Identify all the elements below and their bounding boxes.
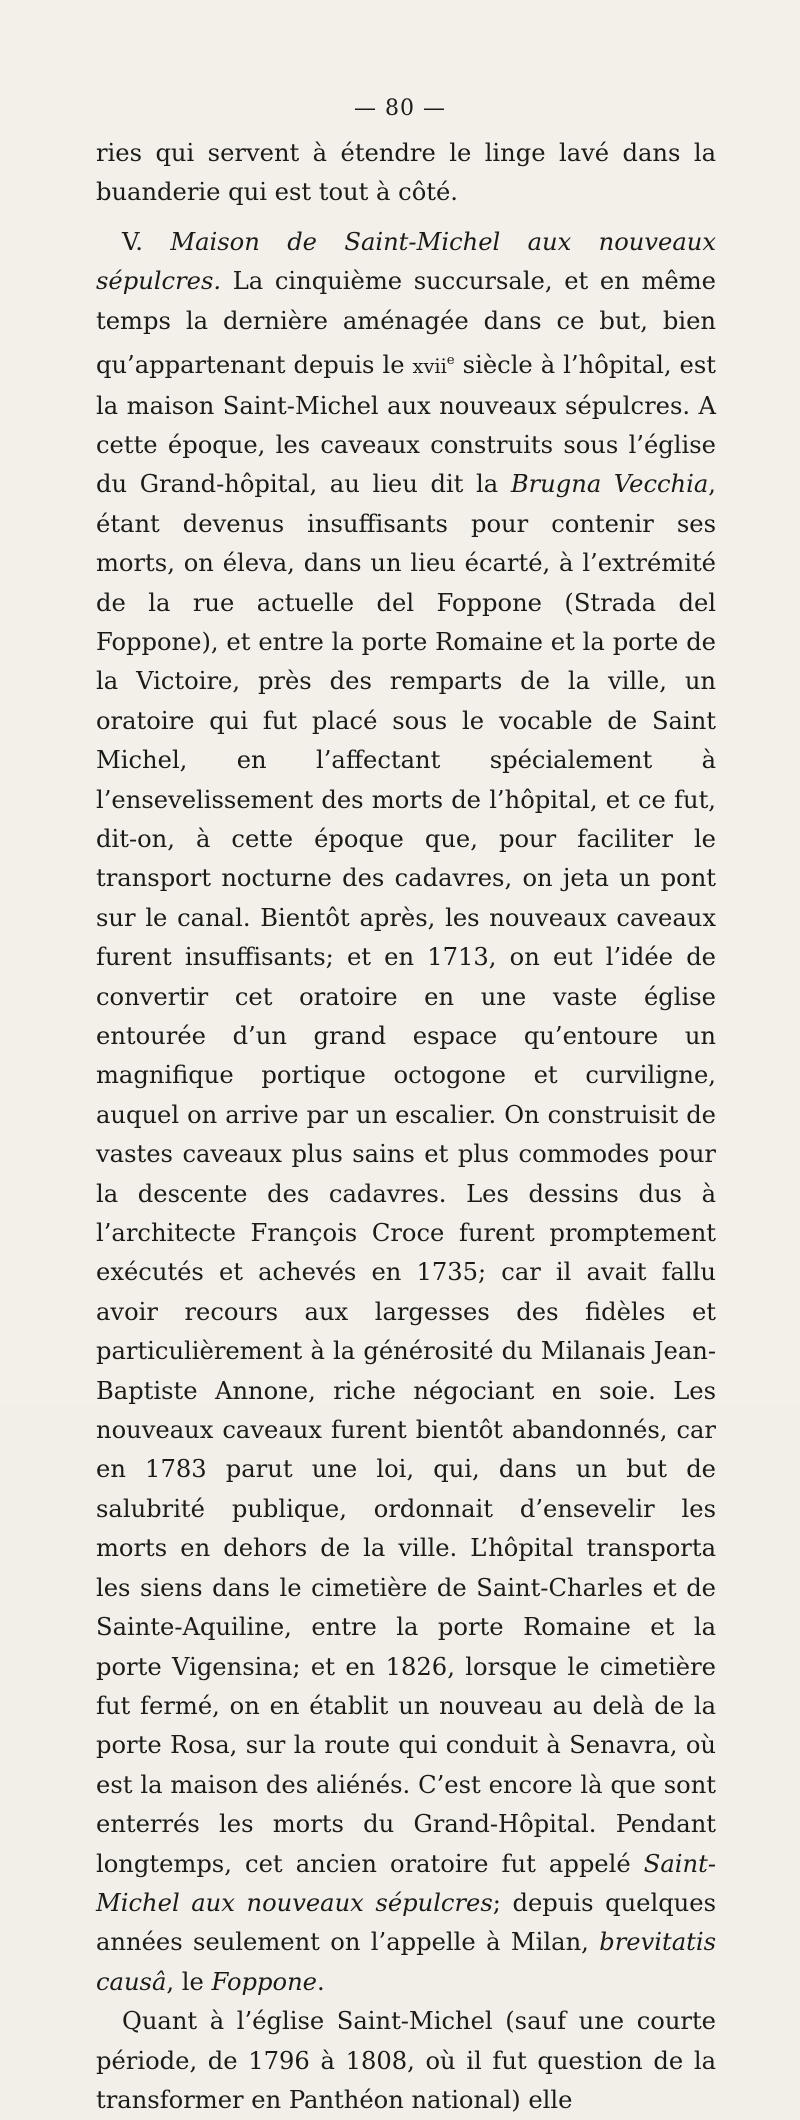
text-run: siècle à l’hôpital, est la maison Saint-Michel aux nouveaux sépulcres. A cette époque, les caveaux construits sous l’église du Grand-hôpital, au lieu dit la bbox=[96, 351, 716, 499]
century-superscript: e bbox=[446, 353, 455, 369]
place-name-brugna: Brugna Vecchia bbox=[510, 470, 709, 499]
paragraph-church: Quant à l’église Saint-Michel (sauf une courte période, de 1796 à 1808, où il fut question de la transformer en Panthéon national) elle bbox=[96, 2007, 716, 2114]
section-number: V. bbox=[122, 227, 143, 256]
text-run: La cinquième succursale, et en même temps la dernière aménagée dans ce but, bien qu’appartenant depuis le bbox=[96, 267, 716, 380]
text-run: ; depuis quelques années seulement on l’appelle à Milan, bbox=[96, 1888, 716, 1957]
section-title: Maison de Saint-Michel aux nouveaux sépulcres. bbox=[96, 227, 716, 296]
body-text bbox=[96, 134, 716, 2120]
text-run: , étant devenus insuffisants pour contenir ses morts, on éleva, dans un lieu écarté, à l’extrémité de la rue actuelle del Foppone (Strada del Foppone), et entre la porte Romaine et la porte de la Victoire, près des remparts de la ville, un oratoire qui fut placé sous le vocable de Saint Michel, en l’affectant spécialement à l’ensevelissement des morts de l’hôpital, et ce fut, dit-on, à cette époque que, pour faciliter le transport nocturne des cadavres, on jeta un pont sur le canal. Bientôt après, les nouveaux caveaux furent insuffisants; et en 1713, on eut l’idée de convertir cet oratoire en une vaste église entourée d’un grand espace qu’entoure un magnifique portique octogone et curviligne, auquel on arrive par un escalier. On construisit de vastes caveaux plus sains et plus commodes pour la descente des cadavres. Les dessins dus à l’architecte François Croce furent promptement exécutés et achevés en 1735; car il avait fallu avoir recours aux largesses des fidèles et particulièrement à la générosité du Milanais Jean-Baptiste Annone, riche négociant en soie. Les nouveaux caveaux furent bientôt abandonnés, car en 1783 parut une loi, qui, dans un but de salubrité publique, ordonnait d’ensevelir les morts en dehors de la ville. L’hôpital transporta les siens dans le cimetière de Saint-Charles et de Sainte-Aquiline, entre la porte Romaine et la porte Vigensina; et en 1826, lorsque le cimetière fut fermé, on en établit un nouveau au delà de la porte Rosa, sur la route qui conduit à Senavra, où est la maison des aliénés. C’est encore là que sont enterrés les morts du Grand-Hôpital. Pendant longtemps, cet ancien oratoire fut appelé bbox=[96, 470, 716, 1878]
place-name-foppone: Foppone bbox=[211, 1967, 317, 1996]
century-numeral: xvii bbox=[412, 355, 447, 379]
paragraph-continued: ries qui servent à étendre le linge lavé dans la buanderie qui est tout à côté. bbox=[96, 139, 716, 207]
paragraph-section-v bbox=[96, 223, 716, 2002]
text-run: , le bbox=[166, 1967, 212, 1996]
page-number: — 80 — bbox=[354, 96, 446, 121]
text-run: . bbox=[316, 1967, 325, 1996]
oratory-name: Saint-Michel aux nouveaux sépulcres bbox=[96, 1849, 716, 1917]
latin-phrase: brevitatis causâ bbox=[96, 1928, 716, 1996]
